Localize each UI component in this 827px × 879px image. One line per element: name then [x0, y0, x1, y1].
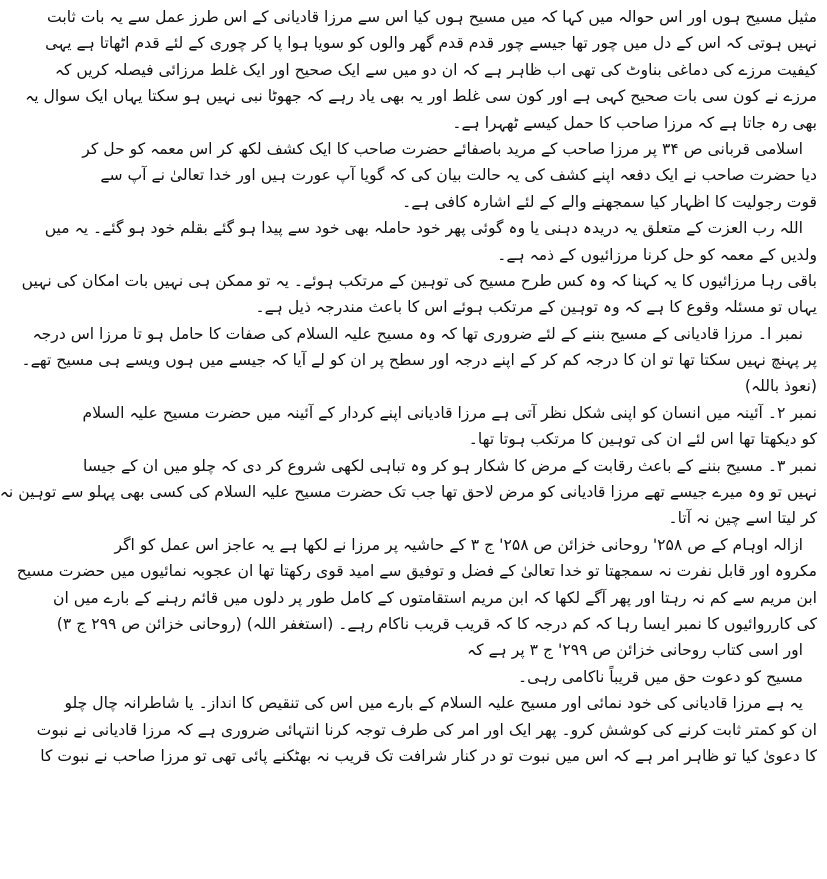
text-line: نہیں تو وہ میرے جیسے تھے مرزا قادیانی کو مرض لاحق تھا جب تک حضرت مسیح علیہ السلام کی کسی بھی پہلو سے توہین نہ [0, 483, 817, 502]
text-line: کی کارروائیوں کا نمبر ایسا رہا کہ کم درجہ کا کہ قریب قریب ناکام رہے۔ (استغفر اللہ) (روحانی خزائن ص ۲۹۹ ج ۳) [56, 614, 817, 633]
text-line: مرزے نے کون سی بات صحیح کہی ہے اور کون سی غلط اور یہ بھی یاد رہے کہ جھوٹا نبی نہیں ہو سکتا یہاں ایک سوال یہ [25, 87, 817, 106]
text-line: قوت رجولیت کا اظہار کیا سمجھنے والے کے لئے اشارہ کافی ہے۔ [402, 192, 817, 211]
text-line: کر لیتا اسے چین نہ آتا۔ [668, 509, 817, 528]
text-line: نمبر ۲۔ آئینہ میں انسان کو اپنی شکل نظر آتی ہے مرزا قادیانی اپنے کردار کے آئینہ میں حضرت مسیح علیہ السلام [82, 403, 817, 422]
text-line: مکروہ اور قابل نفرت نہ سمجھتا تو خدا تعالیٰ کے فضل و توفیق سے امید قوی رکھتا تھا ان عجوبہ نمائیوں میں حضرت مسیح [16, 562, 817, 581]
text-line: مثیل مسیح ہوں اور اس حوالہ میں کہا کہ میں مسیح ہوں کیا اس سے مرزا قادیانی کے اس طرز عمل سے یہ بات ثابت [47, 8, 817, 26]
text-line: اور اسی کتاب روحانی خزائن ص ۲۹۹' ج ۳ پر ہے کہ [467, 641, 803, 660]
text-line: بھی رہ جاتا ہے کہ مرزا صاحب کا حمل کیسے ٹھہرا ہے۔ [452, 113, 817, 132]
text-line: ازالہ اوہام کے ص ۲۵۸' روحانی خزائن ص ۲۵۸' ج ۳ کے حاشیہ پر مرزا نے لکھا ہے یہ عاجز اس عمل کو اگر [114, 535, 803, 554]
text-line: ولدیں کے معمہ کو حل کرنا مرزائیوں کے ذمہ ہے۔ [497, 245, 817, 264]
text-line: یہ ہے مرزا قادیانی کی خود نمائی اور مسیح علیہ السلام کے بارے میں اس کی تنقیص کا انداز۔ یا شاطرانہ چال چلو [64, 694, 803, 713]
text-line: کیفیت مرزے کی دماغی بناوٹ کی تھی اب ظاہر ہے کہ ان دو میں سے ایک صحیح اور ایک غلط مرزائی فیصلہ کریں کہ [54, 60, 817, 79]
text-line: کا دعویٰ کیا تو ظاہر امر ہے کہ اس میں نبوت تو در کنار شرافت تک قریب نہ بھٹکنے پائی تھی تو مرزا صاحب نے نبوت کا [40, 746, 817, 765]
text-line: نمبر ۳۔ مسیح بننے کے باعث رقابت کے مرض کا شکار ہو کر وہ تباہی لکھی شروع کر دی کہ چلو میں ان کے جیسا [83, 456, 817, 475]
text-line: نہیں ہوتی کہ اس کے دل میں چور تھا جیسے چور قدم قدم گھر والوں کو سویا ہوا پا کر چوری کے لئے قدم اٹھاتا ہے یہی [45, 34, 817, 53]
text-line: کو دیکھتا تھا اس لئے ان کی توہین کا مرتکب ہوتا تھا۔ [468, 430, 817, 449]
text-line: باقی رہا مرزائیوں کا یہ کہنا کہ وہ کس طرح مسیح کی توہین کے مرتکب ہوئے۔ یہ تو ممکن ہی نہیں بات امکان کی نہیں [21, 271, 817, 290]
text-line: (نعوذ باللہ) [744, 377, 817, 396]
text-line: اللہ رب العزت کے متعلق یہ دریدہ دہنی یا وہ گوئی پھر خود حاملہ بھی خود سے پیدا ہو گئے بقلم خود ہو گئے۔ یہ میں [44, 219, 803, 238]
text-line: ابن مریم سے کم نہ رہتا اور پھر آگے لکھا کہ ابن مریم استقامتوں کے کامل طور پر دلوں میں قائم رہنے کے بارے میں ان [53, 588, 817, 607]
text-line: پر پہنچ نہیں سکتا تھا تو ان کا درجہ کم کر کے اپنے درجہ اور سطح پر ان کو لے آیا کہ جیسے میں ہوں ویسے ہی مسیح تھے۔ [21, 351, 817, 370]
text-line: مسیح کو دعوت حق میں قریباً ناکامی رہی۔ [517, 667, 803, 686]
text-line: نمبر ا۔ مرزا قادیانی کے مسیح بننے کے لئے ضروری تھا کہ وہ مسیح علیہ السلام کی صفات کا حامل ہو تا مرزا اس درجہ [32, 324, 803, 343]
document-page [0, 4, 817, 875]
text-line: دیا حضرت صاحب نے ایک دفعہ اپنے کشف کی یہ حالت بیان کی کہ گویا آپ عورت ہیں اور خدا تعالیٰ نے آپ سے [100, 166, 817, 185]
text-line: اسلامی قربانی ص ۳۴ پر مرزا صاحب کے مرید باصفائے حضرت صاحب کا ایک کشف لکھ کر اس معمہ کو حل کر [82, 139, 803, 158]
text-line: ان کو کمتر ثابت کرنے کی کوشش کرو۔ پھر ایک اور امر کی طرف توجہ کرنا انتہائی ضروری ہے کہ مرزا قادیانی نے نبوت [36, 720, 817, 739]
text-line: یہاں تو مسئلہ وقوع کا ہے کہ وہ توہین کے مرتکب ہوئے اس کا باعث مندرجہ ذیل ہے۔ [255, 298, 817, 317]
